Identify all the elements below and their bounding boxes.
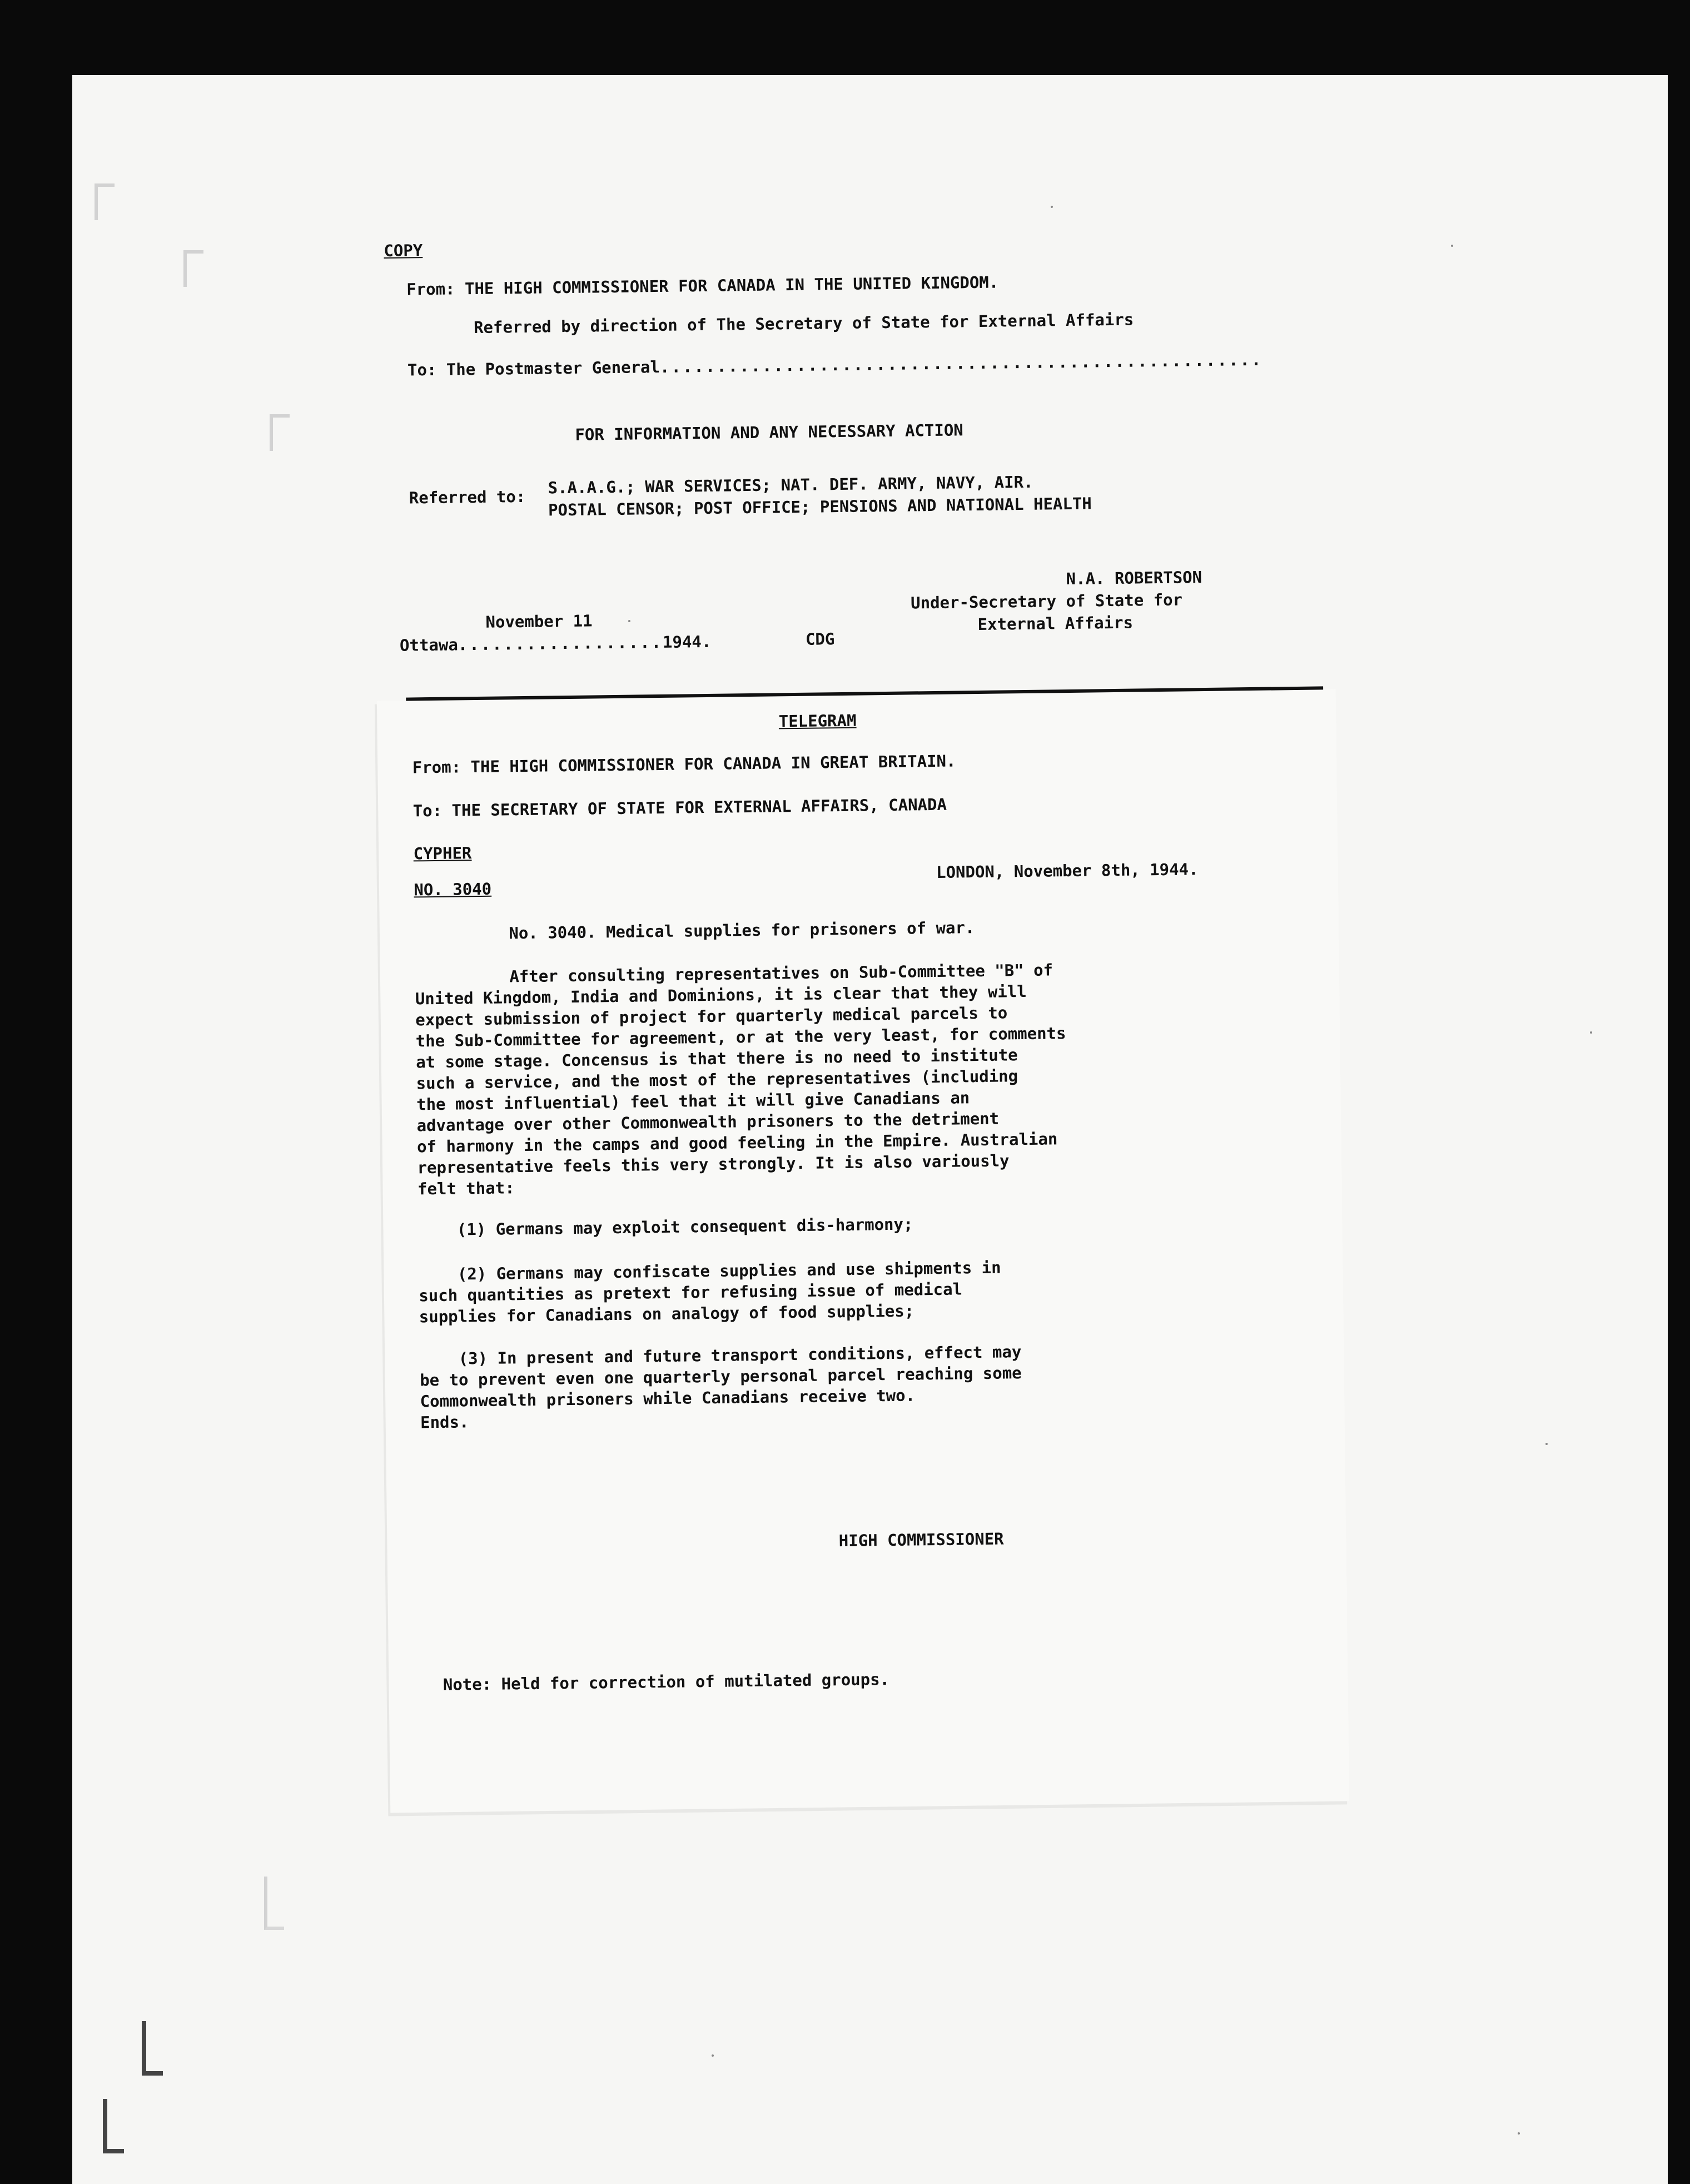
signer-name: N.A. ROBERTSON — [1066, 568, 1202, 589]
point-3-line: Ends. — [420, 1412, 469, 1432]
body-line: United Kingdom, India and Dominions, it is clear that they will — [415, 981, 1027, 1009]
body-line: expect submission of project for quarterly medical parcels to — [415, 1003, 1008, 1030]
to-label: To: — [407, 360, 437, 380]
body-line: advantage over other Commonwealth prisoners to the detriment — [416, 1109, 1000, 1135]
corner-mark — [103, 2099, 124, 2153]
year: 1944. — [662, 632, 712, 652]
body-line: the Sub-Committee for agreement, or at the very least, for comments — [415, 1024, 1066, 1051]
corner-mark — [142, 2021, 163, 2076]
signature-line: HIGH COMMISSIONER — [838, 1529, 1004, 1551]
body-line: felt that: — [417, 1178, 515, 1199]
telegram-sheet — [377, 689, 1349, 1813]
from-label: From: — [406, 279, 455, 299]
telegram-to-value: THE SECRETARY OF STATE FOR EXTERNAL AFFAIRS, CANADA — [451, 795, 947, 820]
body-line: of harmony in the camps and good feeling in the Empire. Australian — [416, 1129, 1058, 1156]
point-2-line: such quantities as pretext for refusing issue of medical — [419, 1279, 963, 1306]
to-value: The Postmaster General — [446, 357, 660, 379]
point-3-line: be to prevent even one quarterly personal parcel reaching some — [419, 1363, 1022, 1390]
point-3-line: Commonwealth prisoners while Canadians receive two. — [420, 1386, 916, 1411]
signer-title-1: Under-Secretary of State for — [910, 590, 1183, 613]
referred-to-label: Referred to: — [409, 487, 526, 508]
body-line: at some stage. Concensus is that there is no need to institute — [416, 1045, 1018, 1072]
corner-mark — [264, 1877, 284, 1930]
note-value: Held for correction of mutilated groups. — [501, 1670, 890, 1694]
body-line: representative feels this very strongly. It is also variously — [417, 1151, 1010, 1178]
date-line — [400, 630, 712, 657]
corner-mark — [270, 414, 290, 451]
referred-to-line-2: POSTAL CENSOR; POST OFFICE; PENSIONS AND NATIONAL HEALTH — [548, 494, 1092, 520]
telegram-from-label: From: — [412, 757, 461, 777]
date-dots: .................. — [458, 632, 663, 654]
telegram-title: TELEGRAM — [778, 711, 857, 731]
copy-label: COPY — [384, 241, 423, 260]
subject-line: No. 3040. Medical supplies for prisoners of war. — [509, 918, 975, 943]
point-2-line: supplies for Canadians on analogy of food supplies; — [419, 1301, 914, 1327]
corner-mark — [183, 250, 203, 287]
point-1: (1) Germans may exploit consequent dis-harmony; — [456, 1214, 913, 1239]
point-3-line: (3) In present and future transport conditions, effect may — [458, 1342, 1022, 1368]
date-above: November 11 — [485, 611, 593, 632]
body-line: such a service, and the most of the representatives (including — [416, 1066, 1018, 1093]
body-line: the most influential) feel that it will give Canadians an — [416, 1088, 970, 1114]
info-line: FOR INFORMATION AND ANY NECESSARY ACTION — [575, 420, 963, 444]
telegram-from-value: THE HIGH COMMISSIONER FOR CANADA IN GREAT BRITAIN. — [470, 751, 956, 777]
cypher-label: CYPHER — [413, 843, 472, 863]
telegram-to-label: To: — [412, 801, 443, 821]
signer-title-2: External Affairs — [977, 613, 1134, 634]
initials: CDG — [805, 629, 835, 649]
corner-mark — [95, 183, 115, 220]
referred-to-line-1: S.A.A.G.; WAR SERVICES; NAT. DEF. ARMY, NAVY, AIR. — [548, 472, 1033, 498]
point-2-line: (2) Germans may confiscate supplies and use shipments in — [457, 1258, 1001, 1284]
to-dots: ..................................................... — [659, 350, 1263, 376]
note-label: Note: — [443, 1674, 492, 1694]
referred-by-line: Referred by direction of The Secretary of State for External Affairs — [473, 310, 1134, 337]
place: Ottawa — [399, 635, 459, 655]
dateline: LONDON, November 8th, 1944. — [936, 860, 1199, 882]
from-value: THE HIGH COMMISSIONER FOR CANADA IN THE UNITED KINGDOM. — [464, 272, 999, 299]
body-line: After consulting representatives on Sub-Committee "B" of — [509, 960, 1053, 986]
telegram-number: NO. 3040 — [414, 879, 492, 900]
